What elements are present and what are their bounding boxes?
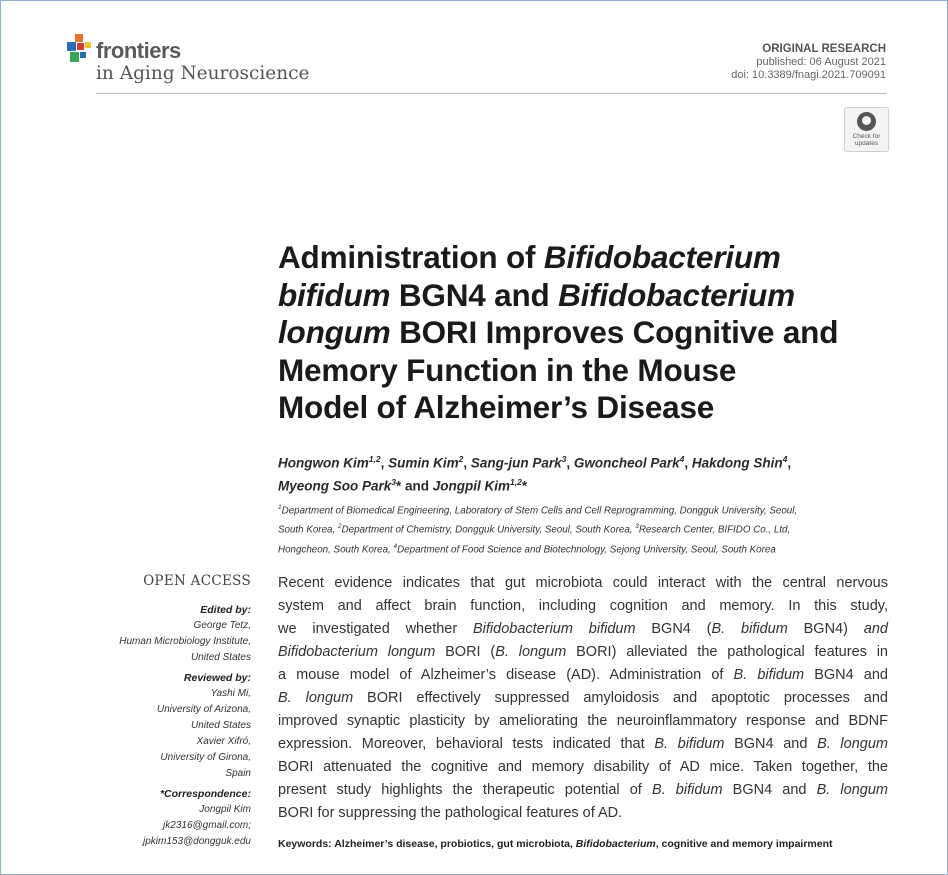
abstract-line: a mouse model of Alzheimer’s disease (AD). Administration of B. bifidum BGN4 and (278, 667, 888, 683)
publisher-name: frontiers (96, 38, 181, 63)
abstract-line: B. longum BORI effectively suppressed amyloidosis and apoptotic processes and (278, 690, 888, 706)
abstract-line: we investigated whether Bifidobacterium bifidum BGN4 (B. bifidum BGN4) and (278, 621, 888, 637)
author-line: Myeong Soo Park$^3$* and Jongpil Kim$^{1,2}$* (278, 476, 528, 493)
header-divider (96, 93, 887, 94)
title-line: Administration of Bifidobacterium (278, 239, 781, 275)
article-type: ORIGINAL RESEARCH (762, 43, 886, 55)
open-access-label: OPEN ACCESS (143, 573, 251, 589)
doi[interactable]: doi: 10.3389/fnagi.2021.709091 (731, 69, 886, 81)
abstract-line: improved synaptic plasticity by ameliorating the neuroinflammatory response and BDNF (278, 713, 888, 729)
keywords: Keywords: Alzheimer’s disease, probiotics, gut microbiota, Bifidobacterium, cognitive and memory impairment (278, 838, 833, 850)
abstract-line: BORI for suppressing the pathological features of AD. (278, 805, 623, 821)
abstract-line: BORI attenuated the cognitive and memory disability of AD mice. Taken together, the (278, 759, 888, 775)
email-link[interactable]: jk2316@gmail.com; (163, 820, 251, 831)
author-name[interactable]: Gwoncheol Park (573, 455, 680, 471)
affiliation-line: $^1$Department of Biomedical Engineering, Laboratory of Stem Cells and Cell Reprogramming, Dongguk University, Seoul, (278, 504, 798, 517)
title-line: Model of Alzheimer’s Disease (278, 389, 715, 425)
edited-by: Edited by: George Tetz, Human Microbiology Institute, United States (119, 604, 251, 663)
check-updates-label: Check for updates (852, 133, 881, 147)
author-name[interactable]: Myeong Soo Park (278, 478, 392, 493)
abstract-line: present study highlights the therapeutic potential of B. bifidum BGN4 and B. longum (278, 782, 888, 798)
author-name[interactable]: Sang-jun Park (470, 455, 562, 471)
title-line: Memory Function in the Mouse (278, 351, 737, 388)
reviewed-by: Reviewed by: Yashi Mi, University of Arizona, United States Xavier Xifró, University of Girona, Spain (156, 672, 251, 779)
author-name[interactable]: Hakdong Shin (691, 455, 783, 471)
abstract-line: system and affect brain function, including cognition and memory. In this study, (278, 598, 888, 614)
check-for-updates-button[interactable] (844, 107, 889, 152)
keywords-label: Keywords: (278, 838, 332, 850)
author-name[interactable]: Hongwon Kim (278, 455, 369, 471)
article-sidebar (61, 573, 251, 855)
abstract (278, 572, 888, 825)
author-line: Hongwon Kim$^{1,2}$, Sumin Kim$^2$, Sang-jun Park$^3$, Gwoncheol Park$^4$, Hakdong Shin$^4$, (278, 454, 792, 471)
title-line: longum BORI Improves Cognitive and (278, 314, 839, 350)
affiliation-line: Hongcheon, South Korea, $^4$Department of Food Science and Biotechnology, Sejong University, Seoul, South Korea (278, 542, 776, 555)
author-name[interactable]: Jongpil Kim (432, 478, 511, 493)
author-name[interactable]: Sumin Kim (388, 455, 459, 471)
title-line: bifidum BGN4 and Bifidobacterium (278, 276, 795, 313)
abstract-line: Bifidobacterium longum BORI (B. longum BORI) alleviated the pathological features in (278, 644, 888, 660)
frontiers-logo-icon (67, 34, 95, 66)
journal-name: in Aging Neuroscience (96, 63, 310, 84)
affiliations (278, 500, 878, 558)
published-date: published: 06 August 2021 (756, 56, 886, 68)
abstract-line: Recent evidence indicates that gut microbiota could interact with the central nervous (278, 575, 888, 591)
article-title (278, 239, 918, 427)
check-for-updates-icon (857, 112, 876, 131)
author-list (278, 450, 878, 495)
affiliation-line: South Korea, $^2$Department of Chemistry, Dongguk University, Seoul, South Korea, $^3$Research Center, BIFIDO Co., Ltd, (278, 523, 791, 536)
email-link[interactable]: jpkim153@dongguk.edu (142, 836, 251, 847)
abstract-line: expression. Moreover, behavioral tests indicated that B. bifidum BGN4 and B. longum (278, 736, 888, 752)
article-meta (731, 43, 886, 82)
correspondence: *Correspondence: Jongpil Kim jk2316@gmail.com; jpkim153@dongguk.edu (61, 787, 251, 850)
